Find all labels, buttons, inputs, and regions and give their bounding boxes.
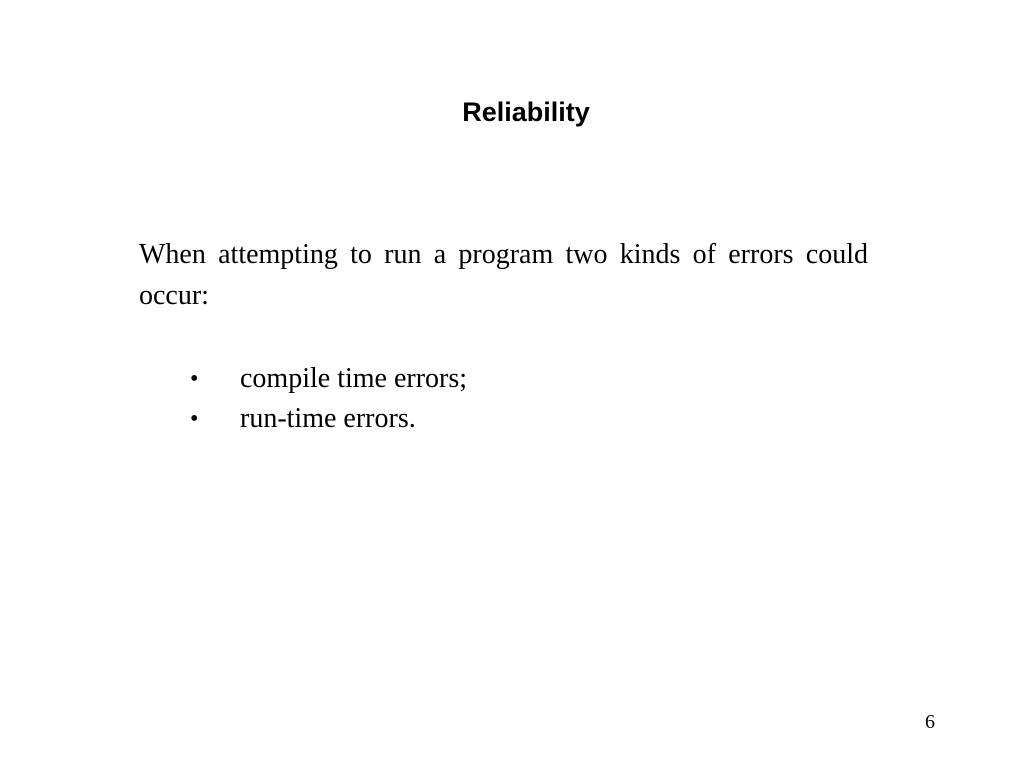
bullet-icon: • (190, 366, 199, 392)
list-item-text: compile time errors; (240, 363, 468, 394)
error-kinds-list (190, 359, 467, 439)
list-item-text: run-time errors. (240, 403, 416, 434)
bullet-icon: • (190, 406, 199, 432)
list-item (190, 399, 467, 439)
slide-title: Reliability (462, 97, 590, 127)
body-paragraph: When attempting to run a program two kinds of errors could occur: (139, 239, 868, 311)
page-number: 6 (925, 711, 935, 733)
list-item (190, 359, 467, 399)
